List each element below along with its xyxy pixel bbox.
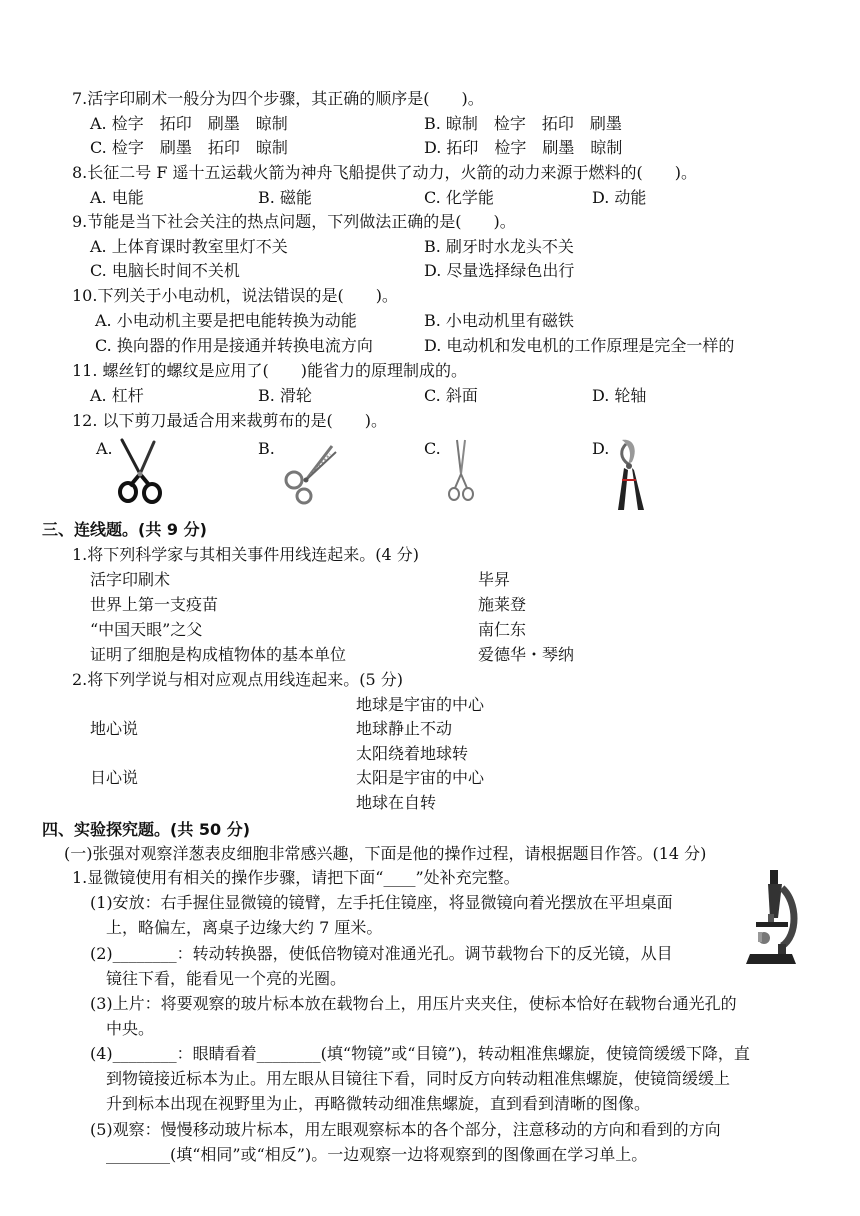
q11-option-b: B. 滑轮 [258, 386, 312, 405]
q9-stem: 9.节能是当下社会关注的热点问题，下列做法正确的是( )。 [72, 212, 516, 231]
q10-option-d: D. 电动机和发电机的工作原理是完全一样的 [424, 336, 735, 355]
scissors-b-icon [280, 440, 340, 506]
match-right-item: 施莱登 [478, 595, 527, 614]
q8-option-d: D. 动能 [592, 188, 647, 207]
theory-name: 日心说 [90, 768, 139, 787]
q12-stem: 12. 以下剪刀最适合用来裁剪布的是( )。 [72, 411, 388, 430]
theory-viewpoint: 地球是宇宙的中心 [356, 695, 485, 714]
match-left-item: 世界上第一支疫苗 [90, 595, 219, 614]
step3-line2: 中央。 [106, 1019, 155, 1038]
step4-line2: 到物镜接近标本为止。用左眼从目镜往下看，同时反方向转动粗准焦螺旋，使镜筒缓缓上 [106, 1069, 731, 1088]
q9-option-a: A. 上体育课时教室里灯不关 [90, 237, 288, 256]
q12-option-d: D. [592, 439, 610, 458]
step5-line1: (5)观察：慢慢移动玻片标本，用左眼观察标本的各个部分，注意移动的方向和看到的方向 [90, 1120, 721, 1139]
theory-viewpoint: 太阳是宇宙的中心 [356, 768, 485, 787]
q11-option-c: C. 斜面 [424, 386, 478, 405]
q12-option-b: B. [258, 439, 275, 458]
step5-line2: ________(填“相同”或“相反”)。一边观察一边将观察到的图像画在学习单上。 [106, 1145, 648, 1164]
q9-option-b: B. 刷牙时水龙头不关 [424, 237, 574, 256]
match-left-item: “中国天眼”之父 [90, 620, 203, 639]
theory-name: 地心说 [90, 719, 139, 738]
q11-option-a: A. 杠杆 [90, 386, 144, 405]
q12-option-a: A. [96, 439, 113, 458]
pruning-shears-d-icon [612, 436, 646, 512]
section3-q2-stem: 2.将下列学说与相对应观点用线连起来。(5 分) [72, 670, 404, 689]
step1-line2: 上，略偏左，离桌子边缘大约 7 厘米。 [106, 918, 383, 937]
step4-line3: 升到标本出现在视野里为止，再略微转动细准焦螺旋，直到看到清晰的图像。 [106, 1094, 651, 1113]
scissors-c-icon [446, 438, 476, 504]
q12-option-c: C. [424, 439, 441, 458]
match-right-item: 爱德华・琴纳 [478, 645, 575, 664]
q7-option-c: C. 检字 刷墨 拓印 晾制 [90, 138, 288, 157]
section4-title: 四、实验探究题。(共 50 分) [42, 820, 251, 839]
microscope-icon [742, 868, 800, 968]
q10-option-a: A. 小电动机主要是把电能转换为动能 [95, 311, 357, 330]
q9-option-d: D. 尽量选择绿色出行 [424, 261, 575, 280]
match-left-item: 证明了细胞是构成植物体的基本单位 [90, 645, 347, 664]
step3-line1: (3)上片：将要观察的玻片标本放在载物台上，用压片夹夹住，使标本恰好在载物台通光孔的 [90, 994, 737, 1013]
q7-option-d: D. 拓印 检字 刷墨 晾制 [424, 138, 623, 157]
match-right-item: 毕昇 [478, 570, 511, 589]
q8-option-c: C. 化学能 [424, 188, 494, 207]
q11-option-d: D. 轮轴 [592, 386, 647, 405]
step4-line1: (4)________：眼睛看着________(填“物镜”或“目镜”)，转动粗准焦螺旋，使镜筒缓缓下降，直 [90, 1044, 750, 1063]
scissors-a-icon [116, 438, 164, 504]
theory-viewpoint: 太阳绕着地球转 [356, 744, 469, 763]
q10-stem: 10.下列关于小电动机，说法错误的是( )。 [72, 286, 398, 305]
step1-line1: (1)安放：右手握住显微镜的镜臂，左手托住镜座，将显微镜向着光摆放在平坦桌面 [90, 893, 673, 912]
q7-option-b: B. 晾制 检字 拓印 刷墨 [424, 114, 622, 133]
section3-q1-stem: 1.将下列科学家与其相关事件用线连起来。(4 分) [72, 545, 420, 564]
match-right-item: 南仁东 [478, 620, 527, 639]
section3-title: 三、连线题。(共 9 分) [42, 520, 207, 539]
match-left-item: 活字印刷术 [90, 570, 171, 589]
q8-option-a: A. 电能 [90, 188, 144, 207]
step2-line1: (2)________：转动转换器，使低倍物镜对准通光孔。调节载物台下的反光镜，从目 [90, 944, 673, 963]
q8-option-b: B. 磁能 [258, 188, 312, 207]
q10-option-c: C. 换向器的作用是接通并转换电流方向 [95, 336, 373, 355]
theory-viewpoint: 地球静止不动 [356, 719, 453, 738]
section4-q1-stem: 1.显微镜使用有相关的操作步骤，请把下面“____”处补充完整。 [72, 868, 520, 887]
q9-option-c: C. 电脑长时间不关机 [90, 261, 240, 280]
step2-line2: 镜往下看，能看见一个亮的光圈。 [106, 969, 347, 988]
theory-viewpoint: 地球在自转 [356, 793, 437, 812]
q11-stem: 11. 螺丝钉的螺纹是应用了( )能省力的原理制成的。 [72, 361, 468, 380]
q10-option-b: B. 小电动机里有磁铁 [424, 311, 574, 330]
q7-option-a: A. 检字 拓印 刷墨 晾制 [90, 114, 288, 133]
q8-stem: 8.长征二号 F 遥十五运载火箭为神舟飞船提供了动力，火箭的动力来源于燃料的( )。 [72, 163, 698, 182]
q7-stem: 7.活字印刷术一般分为四个步骤，其正确的顺序是( )。 [72, 89, 484, 108]
section4-part1-intro: (一)张强对观察洋葱表皮细胞非常感兴趣，下面是他的操作过程，请根据题目作答。(14 分) [64, 844, 707, 863]
